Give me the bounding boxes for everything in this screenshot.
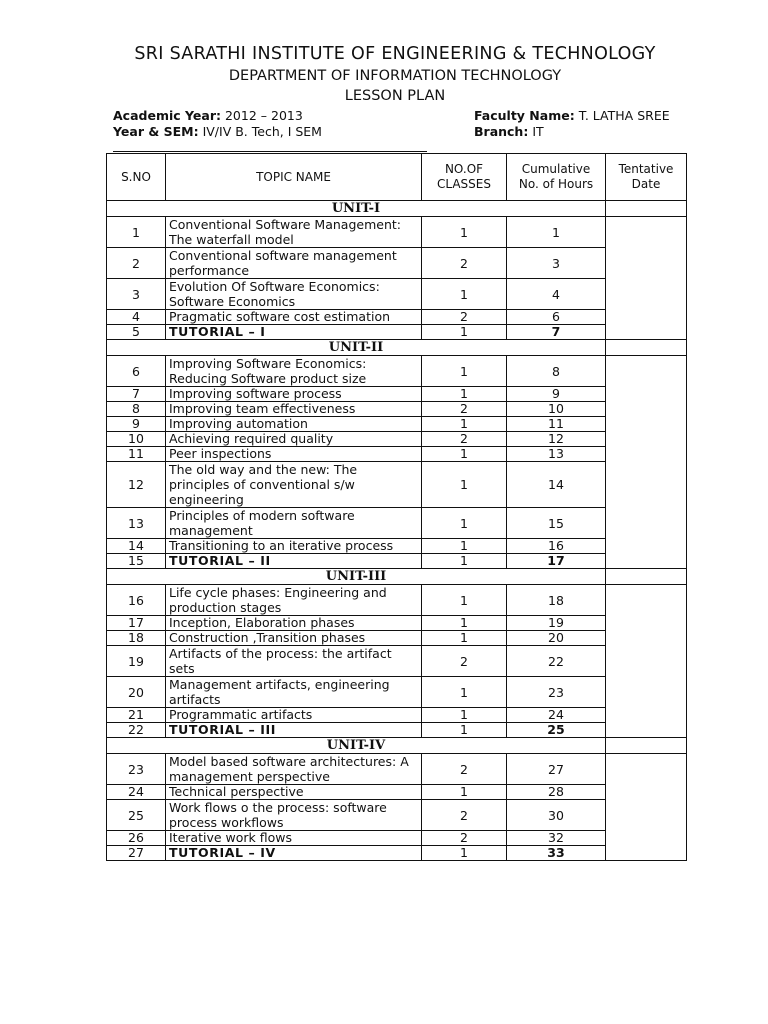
hours-cell: 17 — [507, 554, 606, 569]
hours-cell: 12 — [507, 432, 606, 447]
table-row — [107, 387, 687, 402]
classes-cell: 1 — [422, 585, 507, 616]
sno-cell: 10 — [107, 432, 166, 447]
table-row — [107, 585, 687, 616]
topic-cell: Construction ,Transition phases — [166, 631, 422, 646]
unit-title: UNIT-I — [107, 201, 606, 217]
table-row — [107, 646, 687, 677]
sno-cell: 2 — [107, 248, 166, 279]
hours-cell: 20 — [507, 631, 606, 646]
classes-cell: 1 — [422, 846, 507, 861]
document-title: LESSON PLAN — [344, 88, 446, 104]
unit-header-row — [107, 340, 687, 356]
classes-cell: 1 — [422, 677, 507, 708]
table-header-row — [107, 154, 687, 201]
classes-cell: 1 — [422, 785, 507, 800]
sno-cell: 18 — [107, 631, 166, 646]
topic-cell: Artifacts of the process: the artifact sets — [166, 646, 422, 677]
table-body — [107, 201, 687, 861]
table-row — [107, 447, 687, 462]
unit-header-row — [107, 201, 687, 217]
table-row — [107, 248, 687, 279]
hours-cell: 15 — [507, 508, 606, 539]
academic-year-value: 2012 – 2013 — [224, 108, 303, 123]
lesson-plan-table — [106, 153, 687, 861]
hours-cell: 4 — [507, 279, 606, 310]
col-header-classes: NO.OF CLASSES — [422, 154, 507, 201]
unit-date-spacer — [606, 569, 687, 585]
tentative-date-cell — [606, 356, 687, 569]
table-row — [107, 402, 687, 417]
institute-name: SRI SARATHI INSTITUTE OF ENGINEERING & TECHNOLOGY — [134, 44, 656, 64]
topic-cell: TUTORIAL – IV — [166, 846, 422, 861]
hours-cell: 16 — [507, 539, 606, 554]
sno-cell: 12 — [107, 462, 166, 508]
hours-cell: 6 — [507, 310, 606, 325]
hours-cell: 13 — [507, 447, 606, 462]
topic-cell: Technical perspective — [166, 785, 422, 800]
year-sem-value: IV/IV B. Tech, I SEM — [202, 124, 322, 139]
table-row — [107, 616, 687, 631]
sno-cell: 6 — [107, 356, 166, 387]
classes-cell: 2 — [422, 310, 507, 325]
year-sem-label: Year & SEM: — [113, 124, 199, 139]
hours-cell: 10 — [507, 402, 606, 417]
topic-cell: Evolution Of Software Economics: Software Economics — [166, 279, 422, 310]
table-row — [107, 754, 687, 785]
unit-header-row — [107, 569, 687, 585]
tentative-date-cell — [606, 754, 687, 861]
classes-cell: 1 — [422, 508, 507, 539]
classes-cell: 1 — [422, 708, 507, 723]
hours-cell: 30 — [507, 800, 606, 831]
table-row — [107, 800, 687, 831]
classes-cell: 1 — [422, 387, 507, 402]
topic-cell: Model based software architectures: A management perspective — [166, 754, 422, 785]
hours-cell: 22 — [507, 646, 606, 677]
faculty-label: Faculty Name: — [474, 108, 575, 123]
classes-cell: 1 — [422, 217, 507, 248]
sno-cell: 5 — [107, 325, 166, 340]
hours-cell: 25 — [507, 723, 606, 738]
table-row — [107, 508, 687, 539]
table-row — [107, 554, 687, 569]
sno-cell: 11 — [107, 447, 166, 462]
hours-cell: 24 — [507, 708, 606, 723]
tentative-date-cell — [606, 585, 687, 738]
sno-cell: 9 — [107, 417, 166, 432]
classes-cell: 2 — [422, 402, 507, 417]
classes-cell: 2 — [422, 800, 507, 831]
hours-cell: 19 — [507, 616, 606, 631]
unit-title: UNIT-III — [107, 569, 606, 585]
classes-cell: 1 — [422, 631, 507, 646]
topic-cell: Inception, Elaboration phases — [166, 616, 422, 631]
sno-cell: 27 — [107, 846, 166, 861]
unit-title: UNIT-II — [107, 340, 606, 356]
hours-cell: 7 — [507, 325, 606, 340]
hours-cell: 28 — [507, 785, 606, 800]
classes-cell: 1 — [422, 325, 507, 340]
classes-cell: 1 — [422, 447, 507, 462]
classes-cell: 1 — [422, 723, 507, 738]
unit-date-spacer — [606, 201, 687, 217]
branch-label: Branch: — [474, 124, 529, 139]
signature-underline — [113, 151, 427, 152]
sno-cell: 1 — [107, 217, 166, 248]
col-header-topic: TOPIC NAME — [166, 154, 422, 201]
topic-cell: Improving team effectiveness — [166, 402, 422, 417]
classes-cell: 2 — [422, 754, 507, 785]
hours-cell: 18 — [507, 585, 606, 616]
col-header-date: Tentative Date — [606, 154, 687, 201]
topic-cell: Iterative work flows — [166, 831, 422, 846]
topic-cell: Life cycle phases: Engineering and production stages — [166, 585, 422, 616]
table-row — [107, 846, 687, 861]
sno-cell: 3 — [107, 279, 166, 310]
classes-cell: 1 — [422, 616, 507, 631]
unit-title: UNIT-IV — [107, 738, 606, 754]
table-row — [107, 785, 687, 800]
topic-cell: Pragmatic software cost estimation — [166, 310, 422, 325]
sno-cell: 8 — [107, 402, 166, 417]
table-row — [107, 539, 687, 554]
topic-cell: Improving automation — [166, 417, 422, 432]
table-row — [107, 631, 687, 646]
hours-cell: 14 — [507, 462, 606, 508]
table-row — [107, 356, 687, 387]
classes-cell: 2 — [422, 646, 507, 677]
table-row — [107, 723, 687, 738]
unit-date-spacer — [606, 738, 687, 754]
sno-cell: 17 — [107, 616, 166, 631]
topic-cell: Conventional software management performance — [166, 248, 422, 279]
topic-cell: Programmatic artifacts — [166, 708, 422, 723]
table-row — [107, 677, 687, 708]
sno-cell: 25 — [107, 800, 166, 831]
hours-cell: 1 — [507, 217, 606, 248]
classes-cell: 1 — [422, 279, 507, 310]
hours-cell: 32 — [507, 831, 606, 846]
table-row — [107, 279, 687, 310]
hours-cell: 3 — [507, 248, 606, 279]
sno-cell: 7 — [107, 387, 166, 402]
classes-cell: 2 — [422, 432, 507, 447]
classes-cell: 1 — [422, 554, 507, 569]
sno-cell: 19 — [107, 646, 166, 677]
topic-cell: The old way and the new: The principles of conventional s/w engineering — [166, 462, 422, 508]
topic-cell: Improving Software Economics: Reducing Software product size — [166, 356, 422, 387]
sno-cell: 20 — [107, 677, 166, 708]
topic-cell: Improving software process — [166, 387, 422, 402]
topic-cell: Work flows o the process: software process workflows — [166, 800, 422, 831]
unit-date-spacer — [606, 340, 687, 356]
topic-cell: Principles of modern software management — [166, 508, 422, 539]
col-header-hours: Cumulative No. of Hours — [507, 154, 606, 201]
classes-cell: 1 — [422, 462, 507, 508]
topic-cell: TUTORIAL – II — [166, 554, 422, 569]
branch — [474, 124, 544, 139]
topic-cell: Management artifacts, engineering artifacts — [166, 677, 422, 708]
sno-cell: 15 — [107, 554, 166, 569]
branch-value: IT — [532, 124, 544, 139]
sno-cell: 21 — [107, 708, 166, 723]
table-row — [107, 432, 687, 447]
classes-cell: 1 — [422, 356, 507, 387]
sno-cell: 22 — [107, 723, 166, 738]
topic-cell: Peer inspections — [166, 447, 422, 462]
classes-cell: 2 — [422, 248, 507, 279]
topic-cell: TUTORIAL – III — [166, 723, 422, 738]
faculty-name — [474, 108, 670, 123]
topic-cell: TUTORIAL – I — [166, 325, 422, 340]
table-row — [107, 310, 687, 325]
sno-cell: 26 — [107, 831, 166, 846]
classes-cell: 1 — [422, 417, 507, 432]
hours-cell: 9 — [507, 387, 606, 402]
topic-cell: Achieving required quality — [166, 432, 422, 447]
year-sem — [113, 124, 322, 139]
table-row — [107, 417, 687, 432]
academic-year — [113, 108, 303, 123]
sno-cell: 13 — [107, 508, 166, 539]
table-row — [107, 325, 687, 340]
topic-cell: Conventional Software Management: The waterfall model — [166, 217, 422, 248]
sno-cell: 23 — [107, 754, 166, 785]
unit-header-row — [107, 738, 687, 754]
academic-year-label: Academic Year: — [113, 108, 221, 123]
tentative-date-cell — [606, 217, 687, 340]
hours-cell: 11 — [507, 417, 606, 432]
topic-cell: Transitioning to an iterative process — [166, 539, 422, 554]
col-header-sno: S.NO — [107, 154, 166, 201]
sno-cell: 16 — [107, 585, 166, 616]
department-name: DEPARTMENT OF INFORMATION TECHNOLOGY — [228, 68, 562, 84]
classes-cell: 1 — [422, 539, 507, 554]
hours-cell: 23 — [507, 677, 606, 708]
sno-cell: 14 — [107, 539, 166, 554]
table-row — [107, 462, 687, 508]
table-row — [107, 831, 687, 846]
table-row — [107, 708, 687, 723]
hours-cell: 8 — [507, 356, 606, 387]
faculty-value: T. LATHA SREE — [578, 108, 670, 123]
classes-cell: 2 — [422, 831, 507, 846]
sno-cell: 4 — [107, 310, 166, 325]
hours-cell: 33 — [507, 846, 606, 861]
table-row — [107, 217, 687, 248]
sno-cell: 24 — [107, 785, 166, 800]
hours-cell: 27 — [507, 754, 606, 785]
